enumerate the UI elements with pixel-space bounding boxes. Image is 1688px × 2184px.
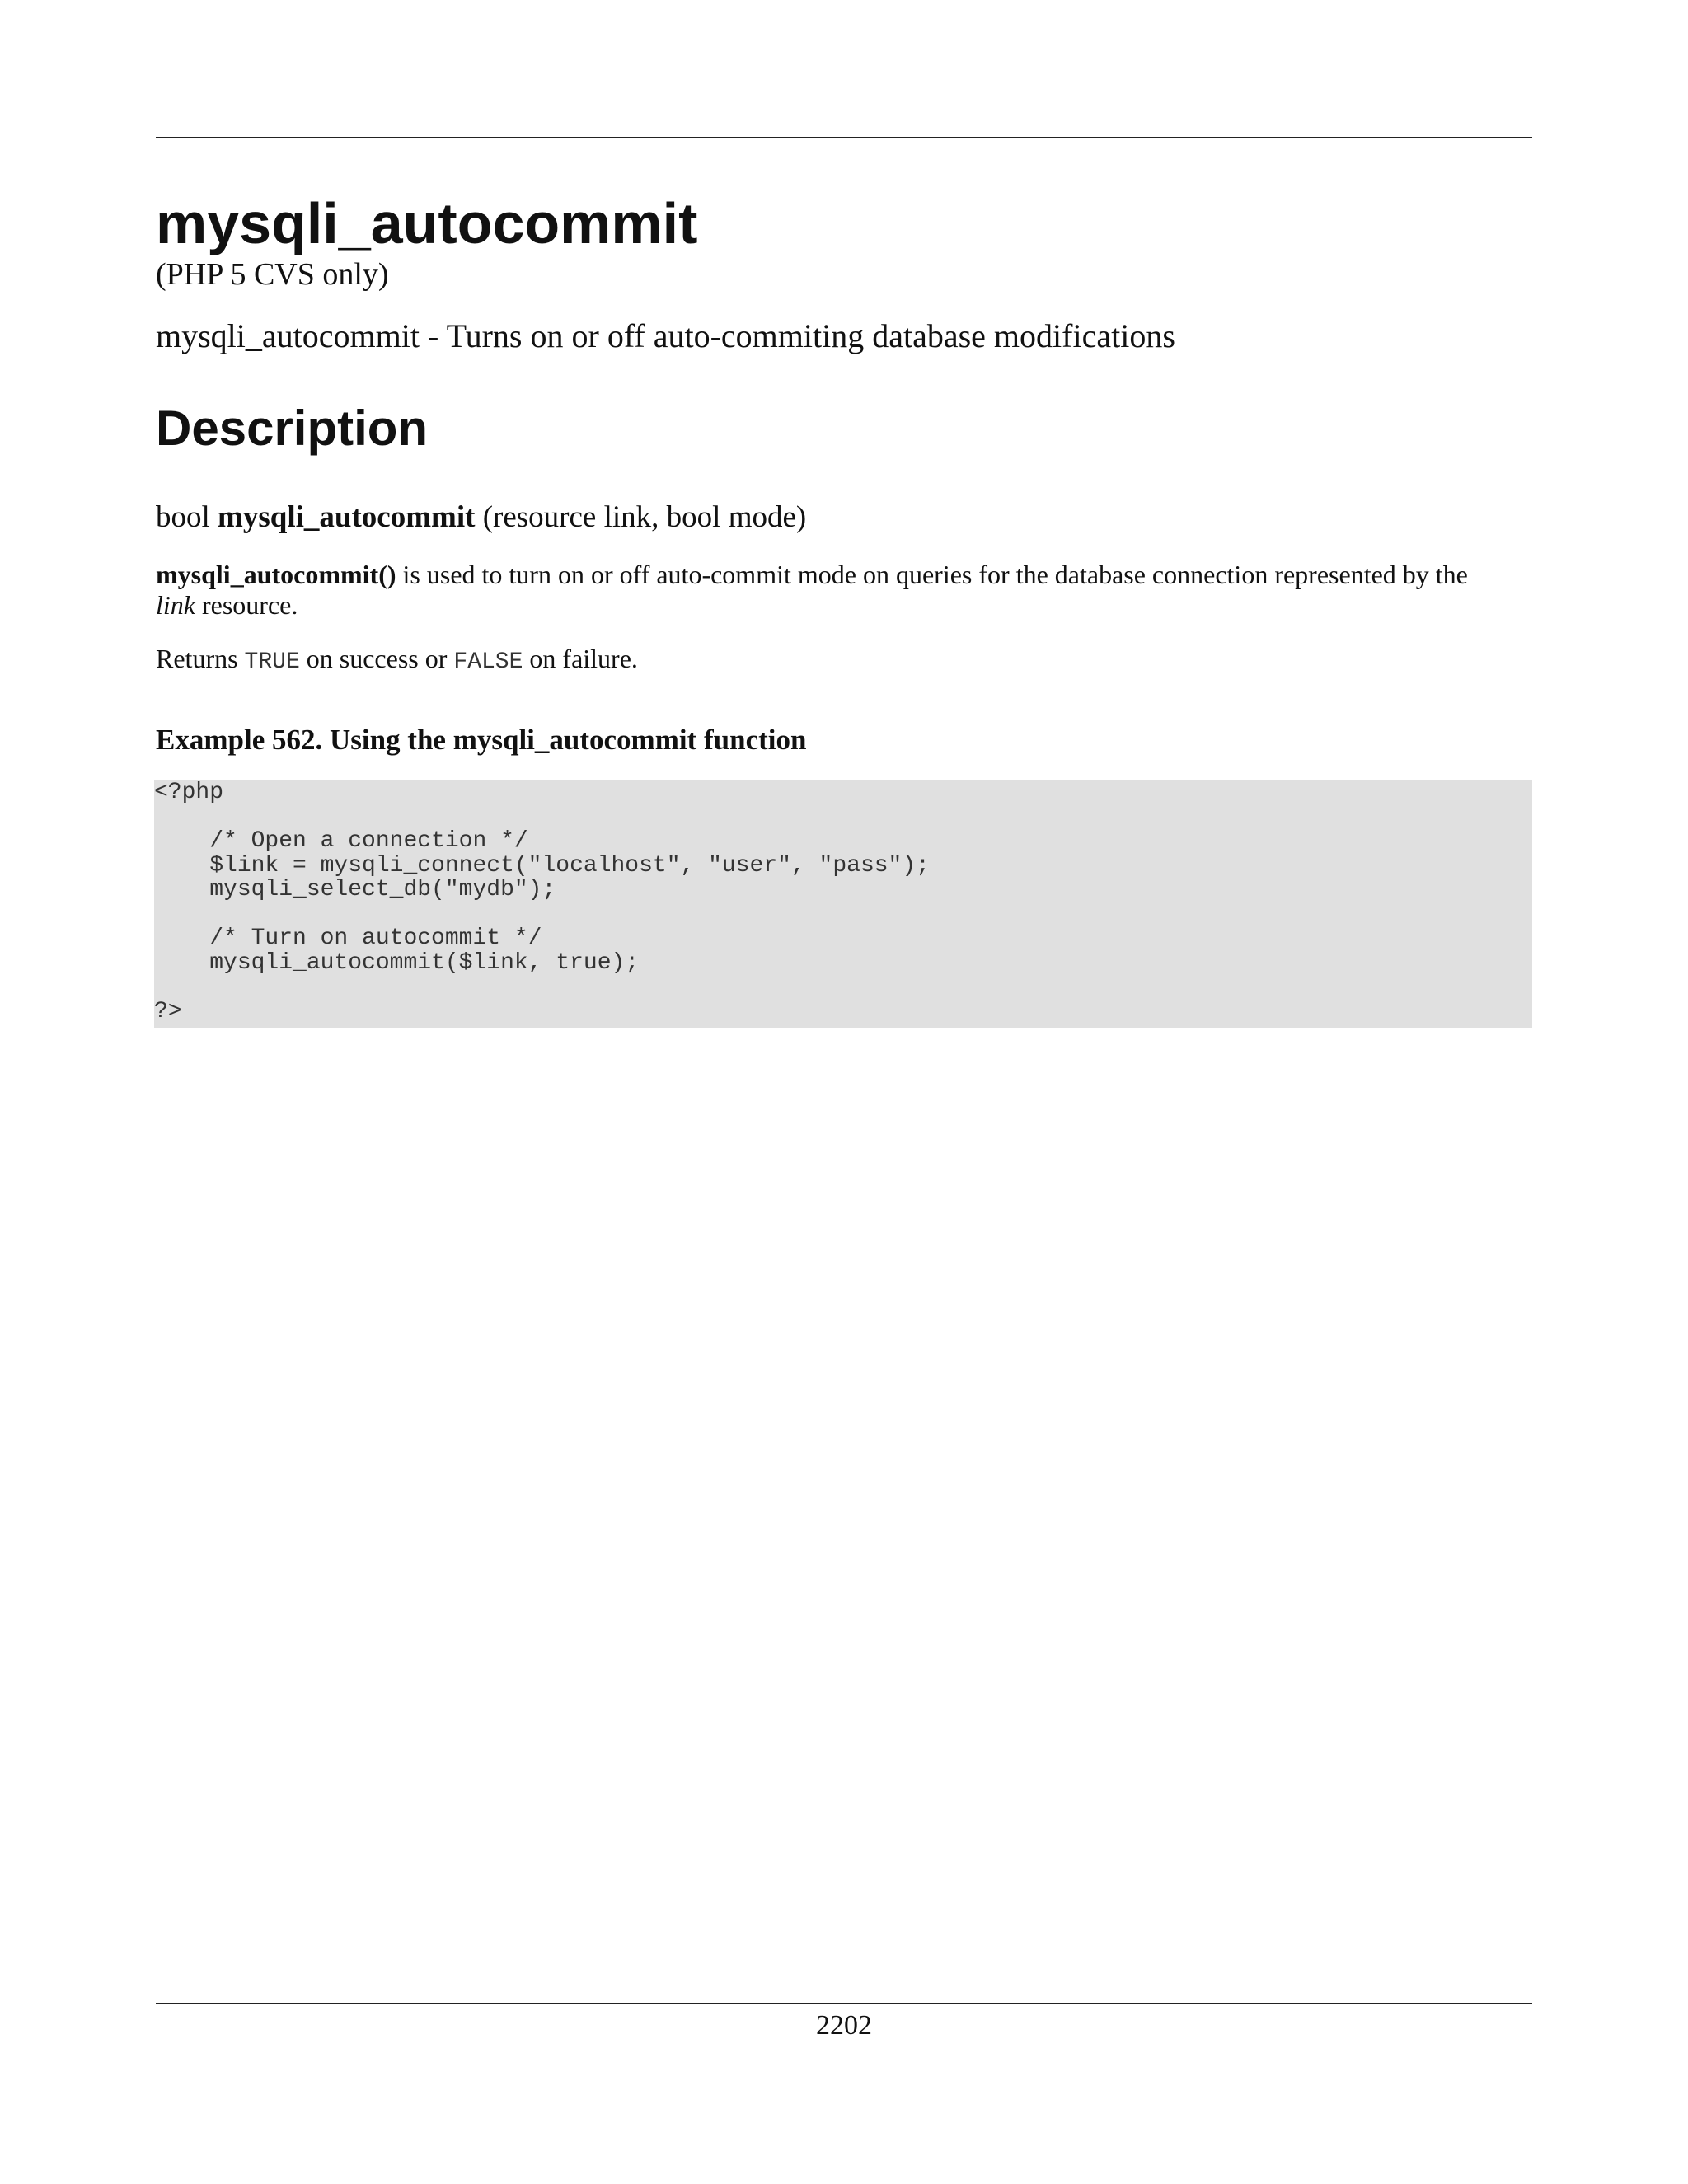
synopsis-function-name: mysqli_autocommit bbox=[218, 500, 476, 534]
literal-false: FALSE bbox=[453, 649, 523, 675]
page-content bbox=[156, 137, 1532, 1028]
literal-true: TRUE bbox=[244, 649, 300, 675]
return-text-c: on failure. bbox=[523, 644, 638, 673]
example-title: Example 562. Using the mysqli_autocommit function bbox=[156, 724, 807, 756]
description-text-b: resource. bbox=[195, 590, 298, 620]
page-title: mysqli_autocommit bbox=[156, 191, 698, 255]
page-number: 2202 bbox=[816, 2010, 872, 2041]
return-text-b: on success or bbox=[299, 644, 454, 673]
function-synopsis bbox=[156, 499, 1532, 537]
function-reference: mysqli_autocommit() bbox=[156, 560, 396, 589]
return-text-a: Returns bbox=[156, 644, 245, 673]
version-info: (PHP 5 CVS only) bbox=[156, 257, 389, 292]
footer-rule bbox=[156, 2003, 1532, 2004]
code-example: <?php /* Open a connection */ $link = mysqli_connect("localhost", "user", "pass"); mysqli_select_db("mydb"); /* Turn on autocommit */ mysqli_autocommit($link, true); ?> bbox=[154, 780, 1532, 1028]
parameter-reference: link bbox=[156, 590, 195, 620]
synopsis-params: (resource link, bool mode) bbox=[482, 500, 807, 534]
function-summary: mysqli_autocommit - Turns on or off auto-commiting database modifications bbox=[156, 317, 1175, 354]
return-type: bool bbox=[156, 500, 210, 534]
description-heading: Description bbox=[156, 401, 429, 456]
description-paragraph bbox=[156, 560, 1532, 621]
description-text-a: is used to turn on or off auto-commit mode on queries for the database connection represented by the bbox=[396, 560, 1468, 589]
return-value-paragraph bbox=[156, 644, 1532, 677]
